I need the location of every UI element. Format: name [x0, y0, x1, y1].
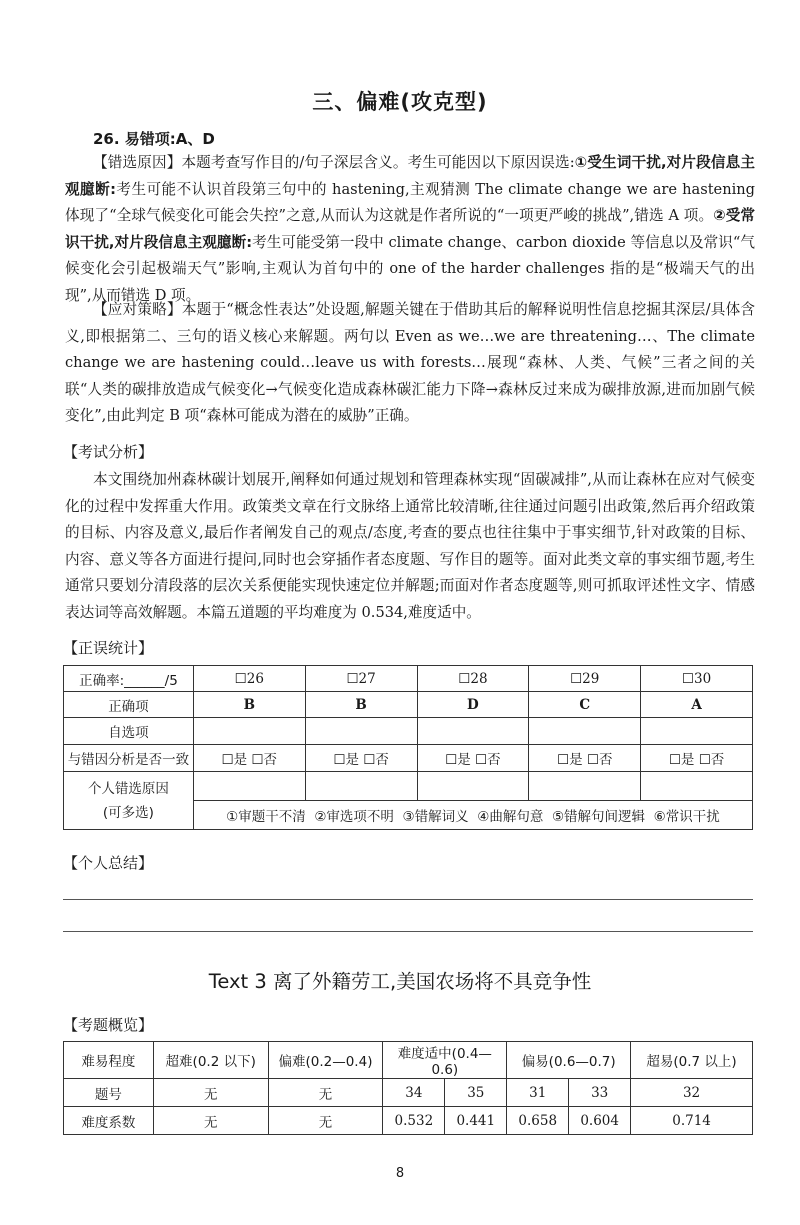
personal-reason-label-line2: (可多选)	[102, 804, 154, 821]
error-reason-detail-2: 考生可能受第一段中 climate change、carbon dioxide 等信息以及常识“气候变化会引起极端天气”影响,主观认为首句中的 one of the harder challenges 指的是“极端天气的出现”,从而错选 D 项。	[65, 233, 755, 304]
personal-summary-heading: 【个人总结】	[63, 854, 154, 872]
reason-option[interactable]: ①审题干不清	[226, 809, 306, 825]
strategy-tag: 【应对策略】	[93, 301, 182, 318]
correct-answer: B	[193, 692, 305, 718]
error-reason-tag: 【错选原因】	[93, 154, 182, 171]
self-choice-cell[interactable]	[417, 718, 529, 745]
question-26-heading: 26. 易错项:A、D	[93, 130, 215, 148]
table-row	[64, 745, 753, 772]
number-cell: 无	[268, 1079, 383, 1107]
self-choice-cell[interactable]	[193, 718, 305, 745]
reason-blank-cell[interactable]	[641, 772, 753, 801]
yes-no-checkbox[interactable]: ☐是 ☐否	[641, 745, 753, 772]
strategy-text: 本题于“概念性表达”处设题,解题关键在于借助其后的解释说明性信息挖掘其深层/具体含义,即根据第二、三句的语义核心来解题。两句以 Even as we…we are threatening…、The climate change we are hastening could…leave us with forests…展现“森林、人类、气候”三者之间的关联“人类的碳排放造成气候变化→气候变化造成森林碳汇能力下降→森林反过来成为碳排放源,进而加剧气候变化”,由此判定 B 项“森林可能成为潜在的威胁”正确。	[65, 301, 755, 425]
level-cell: 超易(0.7 以上)	[631, 1042, 753, 1079]
self-choice-label: 自选项	[64, 718, 194, 745]
yes-no-checkbox[interactable]: ☐是 ☐否	[305, 745, 417, 772]
coefficient-cell: 0.532	[383, 1107, 445, 1135]
summary-line[interactable]	[63, 899, 753, 900]
correct-label: 正确项	[64, 692, 194, 718]
reason-options	[193, 801, 752, 830]
self-choice-cell[interactable]	[529, 718, 641, 745]
table-row	[64, 692, 753, 718]
yes-no-checkbox[interactable]: ☐是 ☐否	[529, 745, 641, 772]
reason-option[interactable]: ③错解词义	[402, 809, 469, 825]
correct-answer: D	[417, 692, 529, 718]
stats-table	[63, 665, 753, 830]
error-reason-paragraph	[65, 150, 755, 310]
row-label: 难易程度	[64, 1042, 154, 1079]
error-reason-point-2: ②受常识干扰,对片段信息主观臆断:	[65, 207, 755, 251]
checkbox-q29[interactable]: ☐29	[529, 666, 641, 692]
level-cell: 偏难(0.2—0.4)	[268, 1042, 383, 1079]
reason-blank-cell[interactable]	[529, 772, 641, 801]
level-cell: 难度适中(0.4—0.6)	[383, 1042, 507, 1079]
error-reason-intro: 本题考查写作目的/句子深层含义。考生可能因以下原因误选:	[181, 154, 575, 171]
exam-analysis-heading: 【考试分析】	[63, 443, 154, 461]
table-row	[64, 772, 753, 801]
checkbox-q26[interactable]: ☐26	[193, 666, 305, 692]
page-number: 8	[395, 1166, 405, 1181]
table-row	[64, 718, 753, 745]
number-cell: 31	[507, 1079, 569, 1107]
coefficient-cell: 0.604	[569, 1107, 631, 1135]
reason-option[interactable]: ⑥常识干扰	[653, 809, 720, 825]
correct-answer: A	[641, 692, 753, 718]
level-cell: 偏易(0.6—0.7)	[507, 1042, 631, 1079]
number-cell: 32	[631, 1079, 753, 1107]
coefficient-cell: 0.441	[445, 1107, 507, 1135]
coefficient-cell: 无	[153, 1107, 268, 1135]
text3-title: Text 3 离了外籍劳工,美国农场将不具竞争性	[208, 970, 592, 993]
row-label: 难度系数	[64, 1107, 154, 1135]
overview-heading: 【考题概览】	[63, 1016, 154, 1034]
reason-option[interactable]: ⑤错解句间逻辑	[551, 809, 646, 825]
table-row	[64, 666, 753, 692]
strategy-paragraph	[65, 297, 755, 430]
number-cell: 无	[153, 1079, 268, 1107]
row-label: 题号	[64, 1079, 154, 1107]
checkbox-q28[interactable]: ☐28	[417, 666, 529, 692]
level-cell: 超难(0.2 以下)	[153, 1042, 268, 1079]
table-row	[64, 1107, 753, 1135]
stats-heading: 【正误统计】	[63, 639, 154, 657]
section-title: 三、偏难(攻克型)	[312, 90, 488, 114]
number-cell: 35	[445, 1079, 507, 1107]
error-reason-detail-1: 考生可能不认识首段第三句中的 hastening,主观猜测 The climate change we are hastening 体现了“全球气候变化可能会失控”之意,从而认为这就是作者所说的“一项更严峻的挑战”,错选 A 项。	[65, 180, 755, 225]
self-choice-cell[interactable]	[641, 718, 753, 745]
consistency-label: 与错因分析是否一致	[64, 745, 194, 772]
exam-analysis-paragraph: 本文围绕加州森林碳计划展开,阐释如何通过规划和管理森林实现“固碳减排”,从而让森林在应对气候变化的过程中发挥重大作用。政策类文章在行文脉络上通常比较清晰,往往通过问题引出政策,然后再介绍政策的目标、内容及意义,最后作者阐发自己的观点/态度,考查的要点也往往集中于事实细节,针对政策的目标、内容、意义等各方面进行提问,同时也会穿插作者态度题、写作目的题等。面对此类文章的事实细节题,考生通常只要划分清段落的层次关系便能实现快速定位并解题;而面对作者态度题等,则可抓取评述性文字、情感表达词等高效解题。本篇五道题的平均难度为 0.534,难度适中。	[65, 471, 755, 621]
table-row	[64, 1042, 753, 1079]
personal-reason-label	[64, 772, 194, 830]
number-cell: 33	[569, 1079, 631, 1107]
summary-line[interactable]	[63, 931, 753, 932]
reason-blank-cell[interactable]	[193, 772, 305, 801]
error-reason-point-1: ①受生词干扰,对片段信息主观臆断:	[65, 154, 755, 198]
checkbox-q30[interactable]: ☐30	[641, 666, 753, 692]
overview-table	[63, 1041, 753, 1135]
yes-no-checkbox[interactable]: ☐是 ☐否	[193, 745, 305, 772]
correct-answer: C	[529, 692, 641, 718]
personal-reason-label-line1: 个人错选原因	[87, 780, 169, 797]
reason-blank-cell[interactable]	[417, 772, 529, 801]
reason-blank-cell[interactable]	[305, 772, 417, 801]
number-cell: 34	[383, 1079, 445, 1107]
reason-option[interactable]: ②审选项不明	[314, 809, 394, 825]
coefficient-cell: 0.714	[631, 1107, 753, 1135]
coefficient-cell: 0.658	[507, 1107, 569, 1135]
reason-option[interactable]: ④曲解句意	[477, 809, 544, 825]
yes-no-checkbox[interactable]: ☐是 ☐否	[417, 745, 529, 772]
self-choice-cell[interactable]	[305, 718, 417, 745]
coefficient-cell: 无	[268, 1107, 383, 1135]
correct-answer: B	[305, 692, 417, 718]
rate-cell[interactable]: 正确率:______/5	[64, 666, 194, 692]
table-row	[64, 1079, 753, 1107]
checkbox-q27[interactable]: ☐27	[305, 666, 417, 692]
